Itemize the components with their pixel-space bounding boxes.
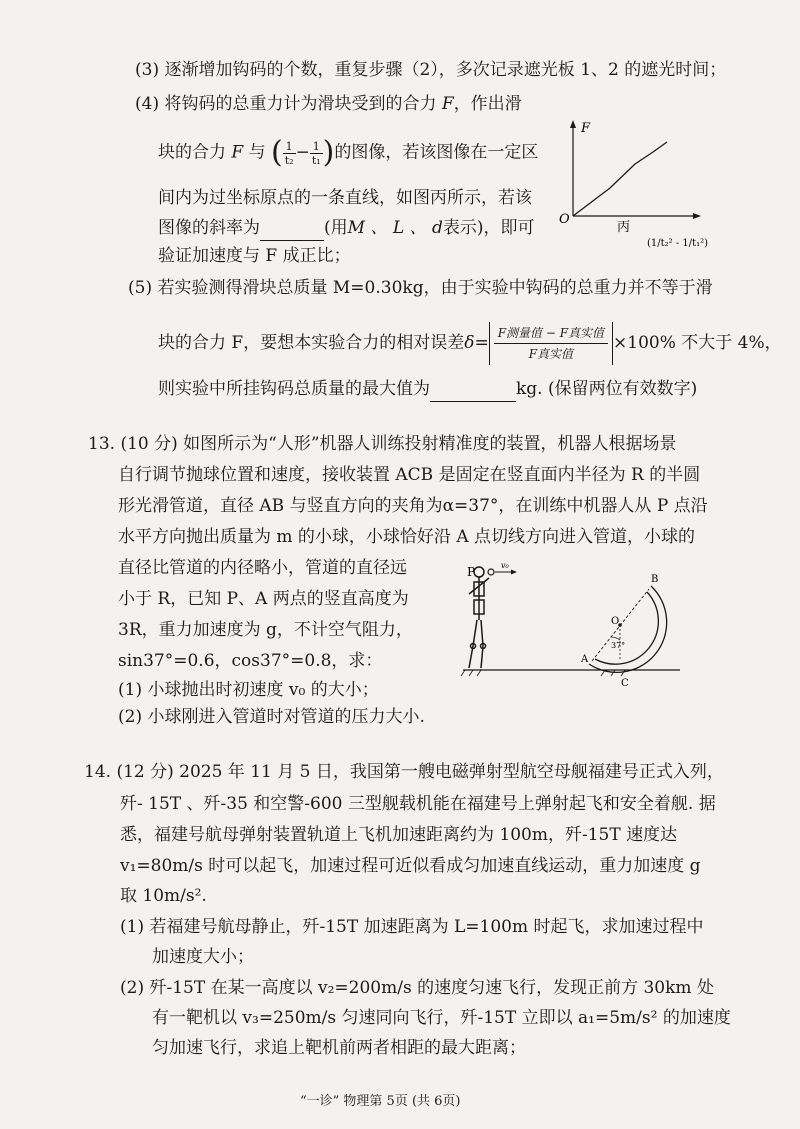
pipe-outer <box>589 586 667 672</box>
frac-inv-t2sq: $\frac{1}{\text{t₂}}$ <box>284 139 294 167</box>
q13-sub1: (1) 小球抛出时初速度 v₀ 的大小； <box>118 680 379 700</box>
answer-blank-slope[interactable] <box>260 216 324 241</box>
label-c: C <box>621 678 629 689</box>
q13-line-5: 直径比管道的内径略小，管道的直径远 <box>118 558 407 578</box>
q14-line-2: 歼- 15T 、歼-35 和空警-600 三型舰载机能在福建号上弹射起飞和安全着舰. 据 <box>120 794 716 814</box>
angle-arc <box>611 637 620 640</box>
q13-line-4: 水平方向抛出质量为 m 的小球，小球恰好沿 A 点切线方向进入管道，小球的 <box>118 527 696 547</box>
label-o: O <box>611 616 620 627</box>
robot-icon <box>469 567 489 668</box>
q14-line-4: v₁=80m/s 时可以起飞，加速过程可近似看成匀加速直线运动，重力加速度 g <box>120 856 701 876</box>
label-angle: 37° <box>611 641 626 650</box>
q14-sub2-b: 有一靶机以 v₃=250m/s 匀速同向飞行，歼-15T 立即以 a₁=5m/s² 的加速度 <box>152 1008 731 1028</box>
q14-sub1-b: 加速度大小； <box>152 947 254 967</box>
q14-sub1-a: (1) 若福建号航母静止，歼-15T 加速距离为 L=100m 时起飞，求加速过程中 <box>120 917 704 937</box>
label-a: A <box>581 654 589 665</box>
q13-line-8: sin37°=0.6，cos37°=0.8，求： <box>118 651 383 671</box>
q14-line-3: 悉，福建号航母弹射装置轨道上飞机加速距离约为 100m，歼-15T 速度达 <box>120 825 678 845</box>
origin-label: O <box>559 212 570 227</box>
relative-error-formula: $\frac{\text{F测量值 − F真实值}}{\text{F真实值}}$ <box>489 322 613 365</box>
q14-sub2-a: (2) 歼-15T 在某一高度以 v₂=200m/s 的速度匀速飞行，发现正前方 30km 处 <box>120 978 714 998</box>
graph-bing <box>555 118 715 258</box>
step4-line-4: 图像的斜率为 (用M 、 L 、 d表示)，即可 <box>158 216 534 241</box>
x-label: (1/t₂² - 1/t₁²) <box>647 238 709 249</box>
ground-hatch <box>461 670 625 676</box>
q14-sub2-c: 匀加速飞行，求追上靶机前两者相距的最大距离； <box>152 1038 526 1058</box>
velocity-arrowhead <box>511 570 517 575</box>
q13-head: 13. (10 分) 如图所示为“人形”机器人训练投射精准度的装置，机器人根据场景 <box>88 434 677 454</box>
step4-line-2: 块的合力 F 与 ( $\frac{1}{\text{t₂}}$ − $\frac{1}{\text{t₁}}$ )的图像，若该图像在一定区 <box>158 135 539 170</box>
label-b: B <box>651 574 659 585</box>
page-footer: “一诊” 物理第 5页 (共 6页) <box>300 1094 461 1109</box>
y-axis-arrow <box>570 120 576 128</box>
q13-line-2: 自行调节抛球位置和速度，接收装置 ACB 是固定在竖直面内半径为 R 的半圆 <box>118 465 701 485</box>
step4-line-3: 间内为过坐标原点的一条直线，如图丙所示，若该 <box>158 188 532 208</box>
q13-line-3: 形光滑管道，直径 AB 与竖直方向的夹角为α=37°，在训练中机器人从 P 点沿 <box>118 496 708 516</box>
step5-line-2: 块的合力 F，要想本实验合力的相对误差δ= $\frac{\text{F测量值 − F真实值}}{\text{F真实值}}$ ×100% 不大于 4%， <box>158 322 782 365</box>
step4-line-1: (4) 将钩码的总重力计为滑块受到的合力 F，作出滑 <box>135 94 522 114</box>
graph-caption: 丙 <box>617 220 631 235</box>
q14-head: 14. (12 分) 2025 年 11 月 5 日，我国第一艘电磁弹射型航空母舰福建号正式入列， <box>84 762 724 782</box>
x-axis-arrow <box>693 213 701 219</box>
step5-line-3: 则实验中所挂钩码总质量的最大值为 kg. (保留两位有效数字) <box>158 377 697 402</box>
q14-line-5: 取 10m/s². <box>120 886 207 906</box>
step4-line-5: 验证加速度与 F 成正比； <box>158 246 351 266</box>
q13-figure <box>455 560 685 695</box>
frac-inv-t1sq: $\frac{1}{\text{t₁}}$ <box>311 139 321 167</box>
pipe-inner <box>595 592 658 664</box>
label-v0: v₀ <box>501 561 509 570</box>
graph-line <box>573 142 667 216</box>
label-p: P <box>467 565 476 579</box>
step3-text: (3) 逐渐增加钩码的个数，重复步骤（2），多次记录遮光板 1、2 的遮光时间； <box>135 60 727 80</box>
q13-sub2: (2) 小球刚进入管道时对管道的压力大小. <box>118 707 425 727</box>
y-label: F <box>581 121 591 136</box>
answer-blank-mass[interactable] <box>430 377 516 402</box>
q13-line-7: 3R，重力加速度为 g，不计空气阻力， <box>118 620 413 640</box>
step5-line-1: (5) 若实验测得滑块总质量 M=0.30kg，由于实验中钩码的总重力并不等于滑 <box>128 278 713 298</box>
q13-line-6: 小于 R，已知 P、A 两点的竖直高度为 <box>118 589 409 609</box>
ball-p <box>488 569 494 575</box>
